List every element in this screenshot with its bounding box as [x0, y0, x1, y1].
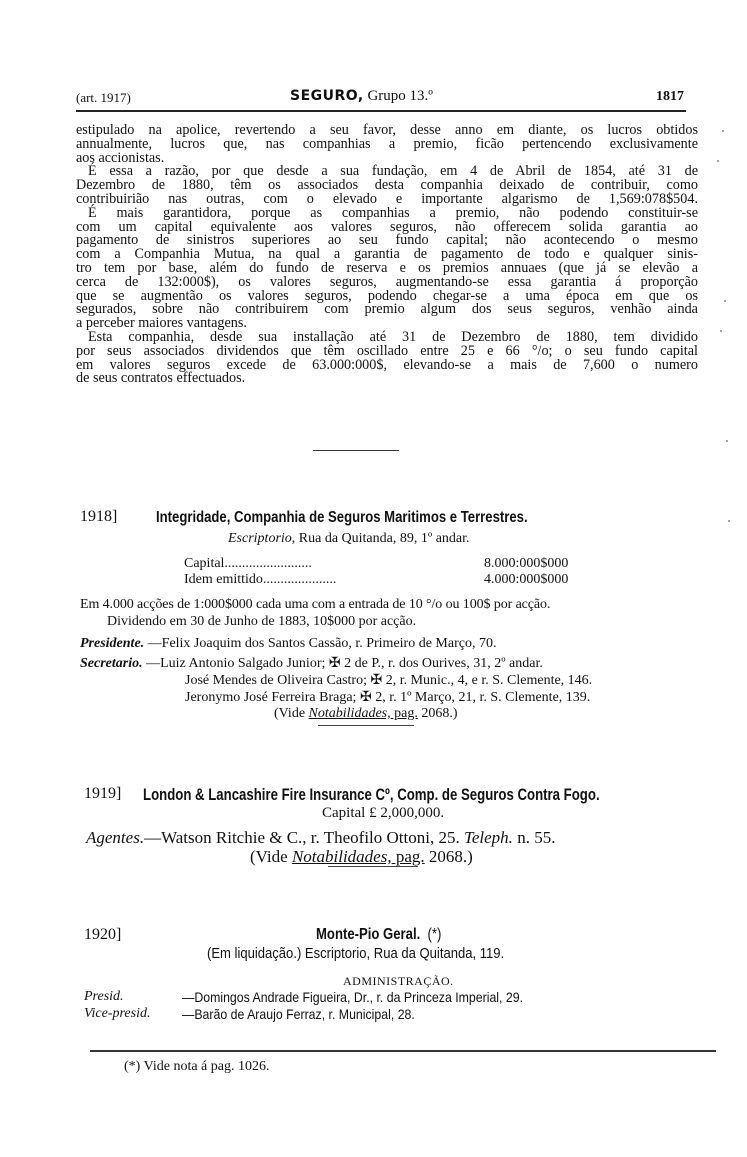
text-line: por seus associados dividendos que têm oscillado entre 25 e 66 °/o; o seu fundo capital [76, 342, 698, 359]
office-address: Rua da Quitanda, 89, 1º andar. [295, 531, 470, 546]
footnote: (*) Vide nota á pag. 1026. [124, 1059, 270, 1074]
vide-pag: pag. [390, 706, 418, 721]
secretary-name: Jeronymo José Ferreira Braga; [185, 690, 360, 705]
notabilidades-link: Notabilidades, [308, 706, 391, 721]
subtitle-line: (Em liquidação.) Escriptorio, Rua da Quitanda, 119. [207, 946, 505, 962]
vide-open: (Vide [274, 706, 309, 721]
teleph-label: Teleph. [459, 828, 513, 847]
president-text: —Felix Joaquim dos Santos Cassão, r. Primeiro de Março, 70. [144, 636, 497, 651]
vide-reference [250, 847, 473, 867]
page-number: 1817 [656, 89, 684, 104]
entry-title-text: Monte-Pio Geral. [316, 926, 421, 943]
text-line: É mais garantidora, porque as companhias a premio, não podendo constituir-se [88, 204, 698, 221]
text-line: cerca de 132:000$), os valores seguros, augmentando-se essa garantia á proporção [76, 273, 698, 290]
secretary-address: 2 de P., r. dos Ourives, 31, 2º andar. [340, 656, 543, 671]
text-line: a perceber maiores vantagens. [76, 315, 247, 332]
text-line: É essa a razão, por que desde a sua fundação, em 4 de Abril de 1854, até 31 de [88, 163, 698, 180]
text-line: com um capital equivalente aos valores seguros, não offerecem solida garantia ao [76, 218, 698, 235]
section-divider [313, 450, 399, 451]
notabilidades-link: Notabilidades, [291, 847, 392, 866]
order-cross-icon: ✠ [328, 656, 341, 671]
text-line: segurados, sobre não contribuirem com premio algum dos seus seguros, venhão ainda [76, 301, 698, 318]
secretary-address: 2, r. 1º Março, 21, r. S. Clemente, 139. [371, 690, 591, 705]
entry-title [316, 926, 441, 944]
entry-divider [328, 866, 418, 867]
text-line: Dezembro de 1880, têm os associados desta companhia deixado de contribuir, como [76, 177, 698, 194]
secretary-name: José Mendes de Oliveira Castro; [185, 673, 371, 688]
office-line [228, 531, 470, 547]
dividend-line: Dividendo em 30 de Junho de 1883, 10$000 por acção. [107, 614, 417, 629]
scan-speck [722, 130, 724, 132]
order-cross-icon: ✠ [359, 690, 372, 705]
text-line: aos accionistas. [76, 149, 165, 166]
vide-open: (Vide [250, 847, 292, 866]
vide-close: 2068.) [424, 847, 473, 866]
header-section-title [290, 88, 433, 105]
scan-speck [724, 300, 726, 302]
paragraph-continuation [76, 124, 698, 386]
issued-capital-value: 4.000:000$000 [484, 572, 569, 587]
text-line: de seus contratos effectuados. [76, 370, 246, 387]
capital-label: Capital......................... [184, 556, 312, 571]
entry-divider [318, 725, 414, 726]
capital-value: 8.000:000$000 [484, 556, 569, 571]
text-line: tro tem por base, além do fundo de reserva e os premios annuaes (que já se elevão a [76, 259, 698, 276]
text-line: Esta companhia, desde sua installação até 31 de Dezembro de 1880, tem dividido [88, 328, 698, 345]
text-line: com a Companhia Mutua, na qual a garantia de pagamento de todo e qualquer sinis- [76, 246, 698, 263]
scan-speck [720, 330, 722, 332]
officer-text: —Domingos Andrade Figueira, Dr., r. da Princeza Imperial, 29. [182, 989, 524, 1005]
secretary-name: —Luiz Antonio Salgado Junior; [142, 656, 329, 671]
vide-pag: pag. [391, 847, 425, 866]
text-line: annualmente, lucros que, nas companhias a premio, ficão pertencendo exclusivamente [76, 135, 698, 152]
header-section-bold: SEGURO, [290, 88, 364, 104]
scan-speck [726, 440, 728, 442]
administration-heading: ADMINISTRAÇÃO. [343, 974, 454, 988]
text-line: estipulado na apolice, revertendo a seu favor, desse anno em diante, os lucros obtidos [76, 122, 698, 138]
secretary-line [185, 672, 592, 689]
capital-line: Capital £ 2,000,000. [322, 805, 445, 821]
text-line: que se augmentão os valores seguros, podendo chegar-se a uma época em que os [76, 287, 698, 304]
text-line: contribuirião nas outras, com o elevado e importante algarismo de 1,569:078$504. [76, 190, 698, 207]
entry-number: 1920] [84, 926, 122, 943]
secretary-line [80, 655, 543, 672]
scan-speck [717, 160, 719, 162]
text-line: pagamento de sinistros superiores ao seu fundo capital; não acontecendo o mesmo [76, 232, 698, 249]
scan-speck [728, 520, 730, 522]
entry-number: 1918] [80, 508, 118, 525]
entry-title: Integridade, Companhia de Seguros Maritimos e Terrestres. [156, 509, 528, 526]
running-header [76, 90, 684, 108]
president-line [80, 636, 496, 652]
agents-line [86, 828, 555, 848]
officer-role: Vice-presid. [84, 1006, 151, 1021]
header-rule [76, 110, 686, 112]
footnote-marker: (*) [427, 926, 442, 943]
vide-close: 2068.) [417, 706, 458, 721]
secretary-line [185, 689, 590, 706]
header-article-ref: (art. 1917) [76, 90, 131, 105]
officer-role: Presid. [84, 989, 124, 1004]
shares-line: Em 4.000 acções de 1:000$000 cada uma com a entrada de 10 °/o ou 100$ por acção. [80, 597, 551, 612]
issued-capital-label: Idem emittido..................... [184, 572, 337, 587]
text-line: em valores seguros excede de 63.000:000$, elevando-se a mais de 7,600 o numero [76, 356, 698, 373]
secretary-address: 2, r. Munic., 4, e r. S. Clemente, 146. [382, 673, 593, 688]
entry-number: 1919] [84, 785, 122, 802]
agents-text: —Watson Ritchie & C., r. Theofilo Ottoni, 25. [144, 828, 460, 847]
secretary-label: Secretario. [80, 656, 143, 671]
entry-title: London & Lancashire Fire Insurance Cº, Comp. de Seguros Contra Fogo. [143, 786, 600, 804]
president-label: Presidente. [80, 636, 145, 651]
vide-reference [274, 706, 458, 722]
header-group: Grupo 13.º [363, 88, 433, 104]
order-cross-icon: ✠ [370, 673, 383, 688]
agents-label: Agentes. [86, 828, 145, 847]
footnote-rule [90, 1050, 716, 1052]
teleph-text: n. 55. [512, 828, 556, 847]
office-label: Escriptorio, [228, 531, 296, 546]
officer-text: —Barão de Araujo Ferraz, r. Municipal, 28. [182, 1006, 415, 1022]
